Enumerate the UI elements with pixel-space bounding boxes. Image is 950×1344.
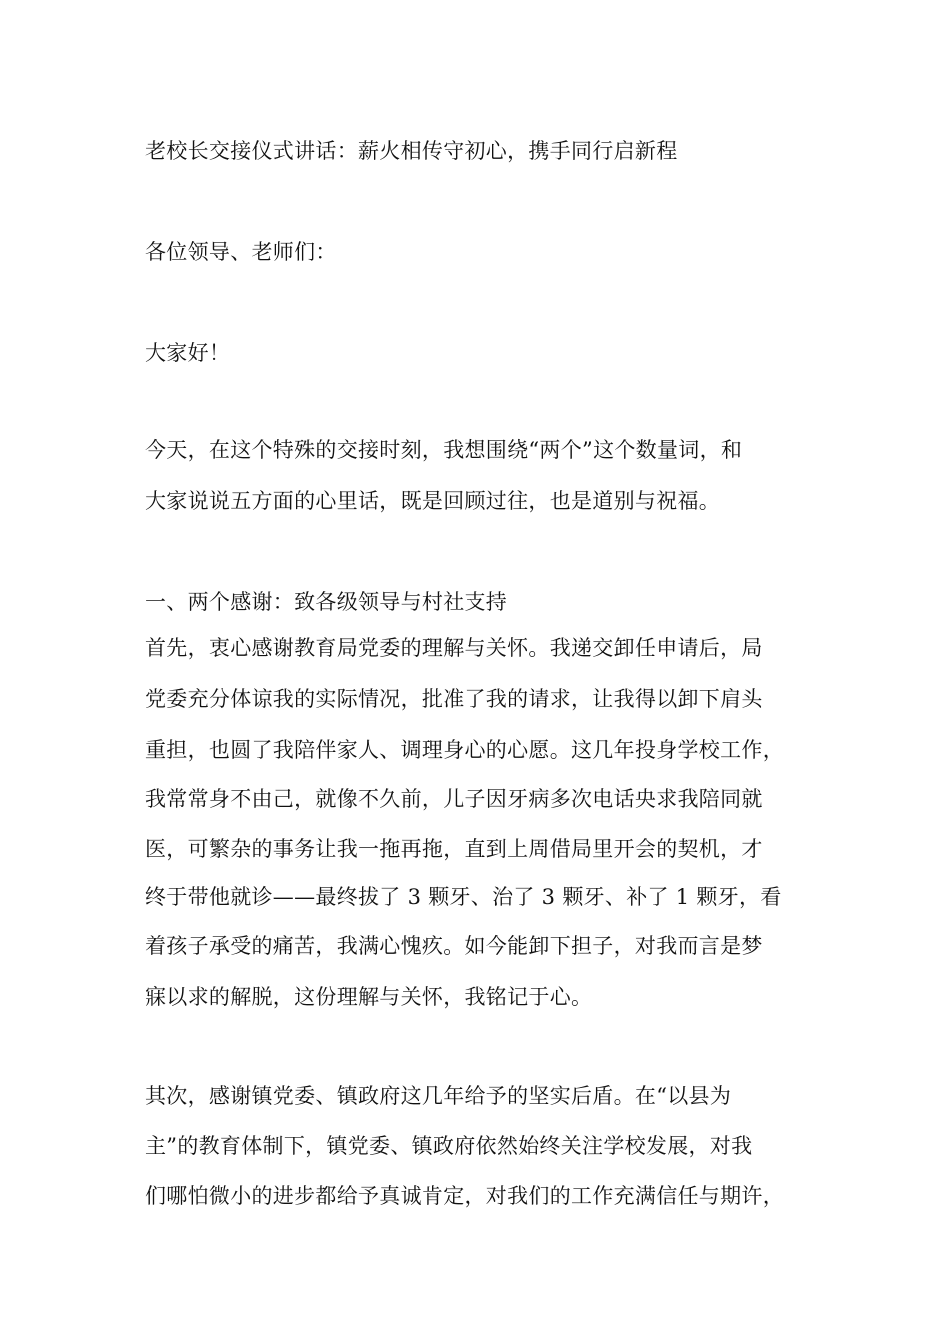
paragraph-line: 们哪怕微小的进步都给予真诚肯定，对我们的工作充满信任与期许， (145, 1184, 784, 1208)
paragraph-line: 其次，感谢镇党委、镇政府这几年给予的坚实后盾。在“以县为 (145, 1084, 732, 1108)
intro-line: 大家说说五方面的心里话，既是回顾过往，也是道别与祝福。 (145, 489, 721, 513)
paragraph-line: 着孩子承受的痛苦，我满心愧疚。如今能卸下担子，对我而言是梦 (145, 934, 763, 958)
section-heading: 一、两个感谢：致各级领导与村社支持 (145, 590, 508, 614)
paragraph-line: 重担，也圆了我陪伴家人、调理身心的心愿。这几年投身学校工作， (145, 738, 784, 762)
paragraph-line: 我常常身不由己，就像不久前，儿子因牙病多次电话央求我陪同就 (145, 787, 763, 811)
intro-line: 今天，在这个特殊的交接时刻，我想围绕“两个”这个数量词，和 (145, 438, 743, 462)
greeting: 大家好！ (145, 341, 231, 365)
document-title: 老校长交接仪式讲话：薪火相传守初心，携手同行启新程 (145, 139, 678, 163)
paragraph-line: 党委充分体谅我的实际情况，批准了我的请求，让我得以卸下肩头 (145, 687, 763, 711)
paragraph-line: 首先，衷心感谢教育局党委的理解与关怀。我递交卸任申请后，局 (145, 636, 763, 660)
paragraph-line: 寐以求的解脱，这份理解与关怀，我铭记于心。 (145, 985, 593, 1009)
paragraph-line: 医，可繁杂的事务让我一拖再拖，直到上周借局里开会的契机，才 (145, 837, 763, 861)
paragraph-line: 终于带他就诊——最终拔了 3 颗牙、治了 3 颗牙、补了 1 颗牙，看 (145, 885, 782, 909)
salutation: 各位领导、老师们： (145, 240, 337, 264)
paragraph-line: 主”的教育体制下，镇党委、镇政府依然始终关注学校发展，对我 (145, 1134, 753, 1158)
